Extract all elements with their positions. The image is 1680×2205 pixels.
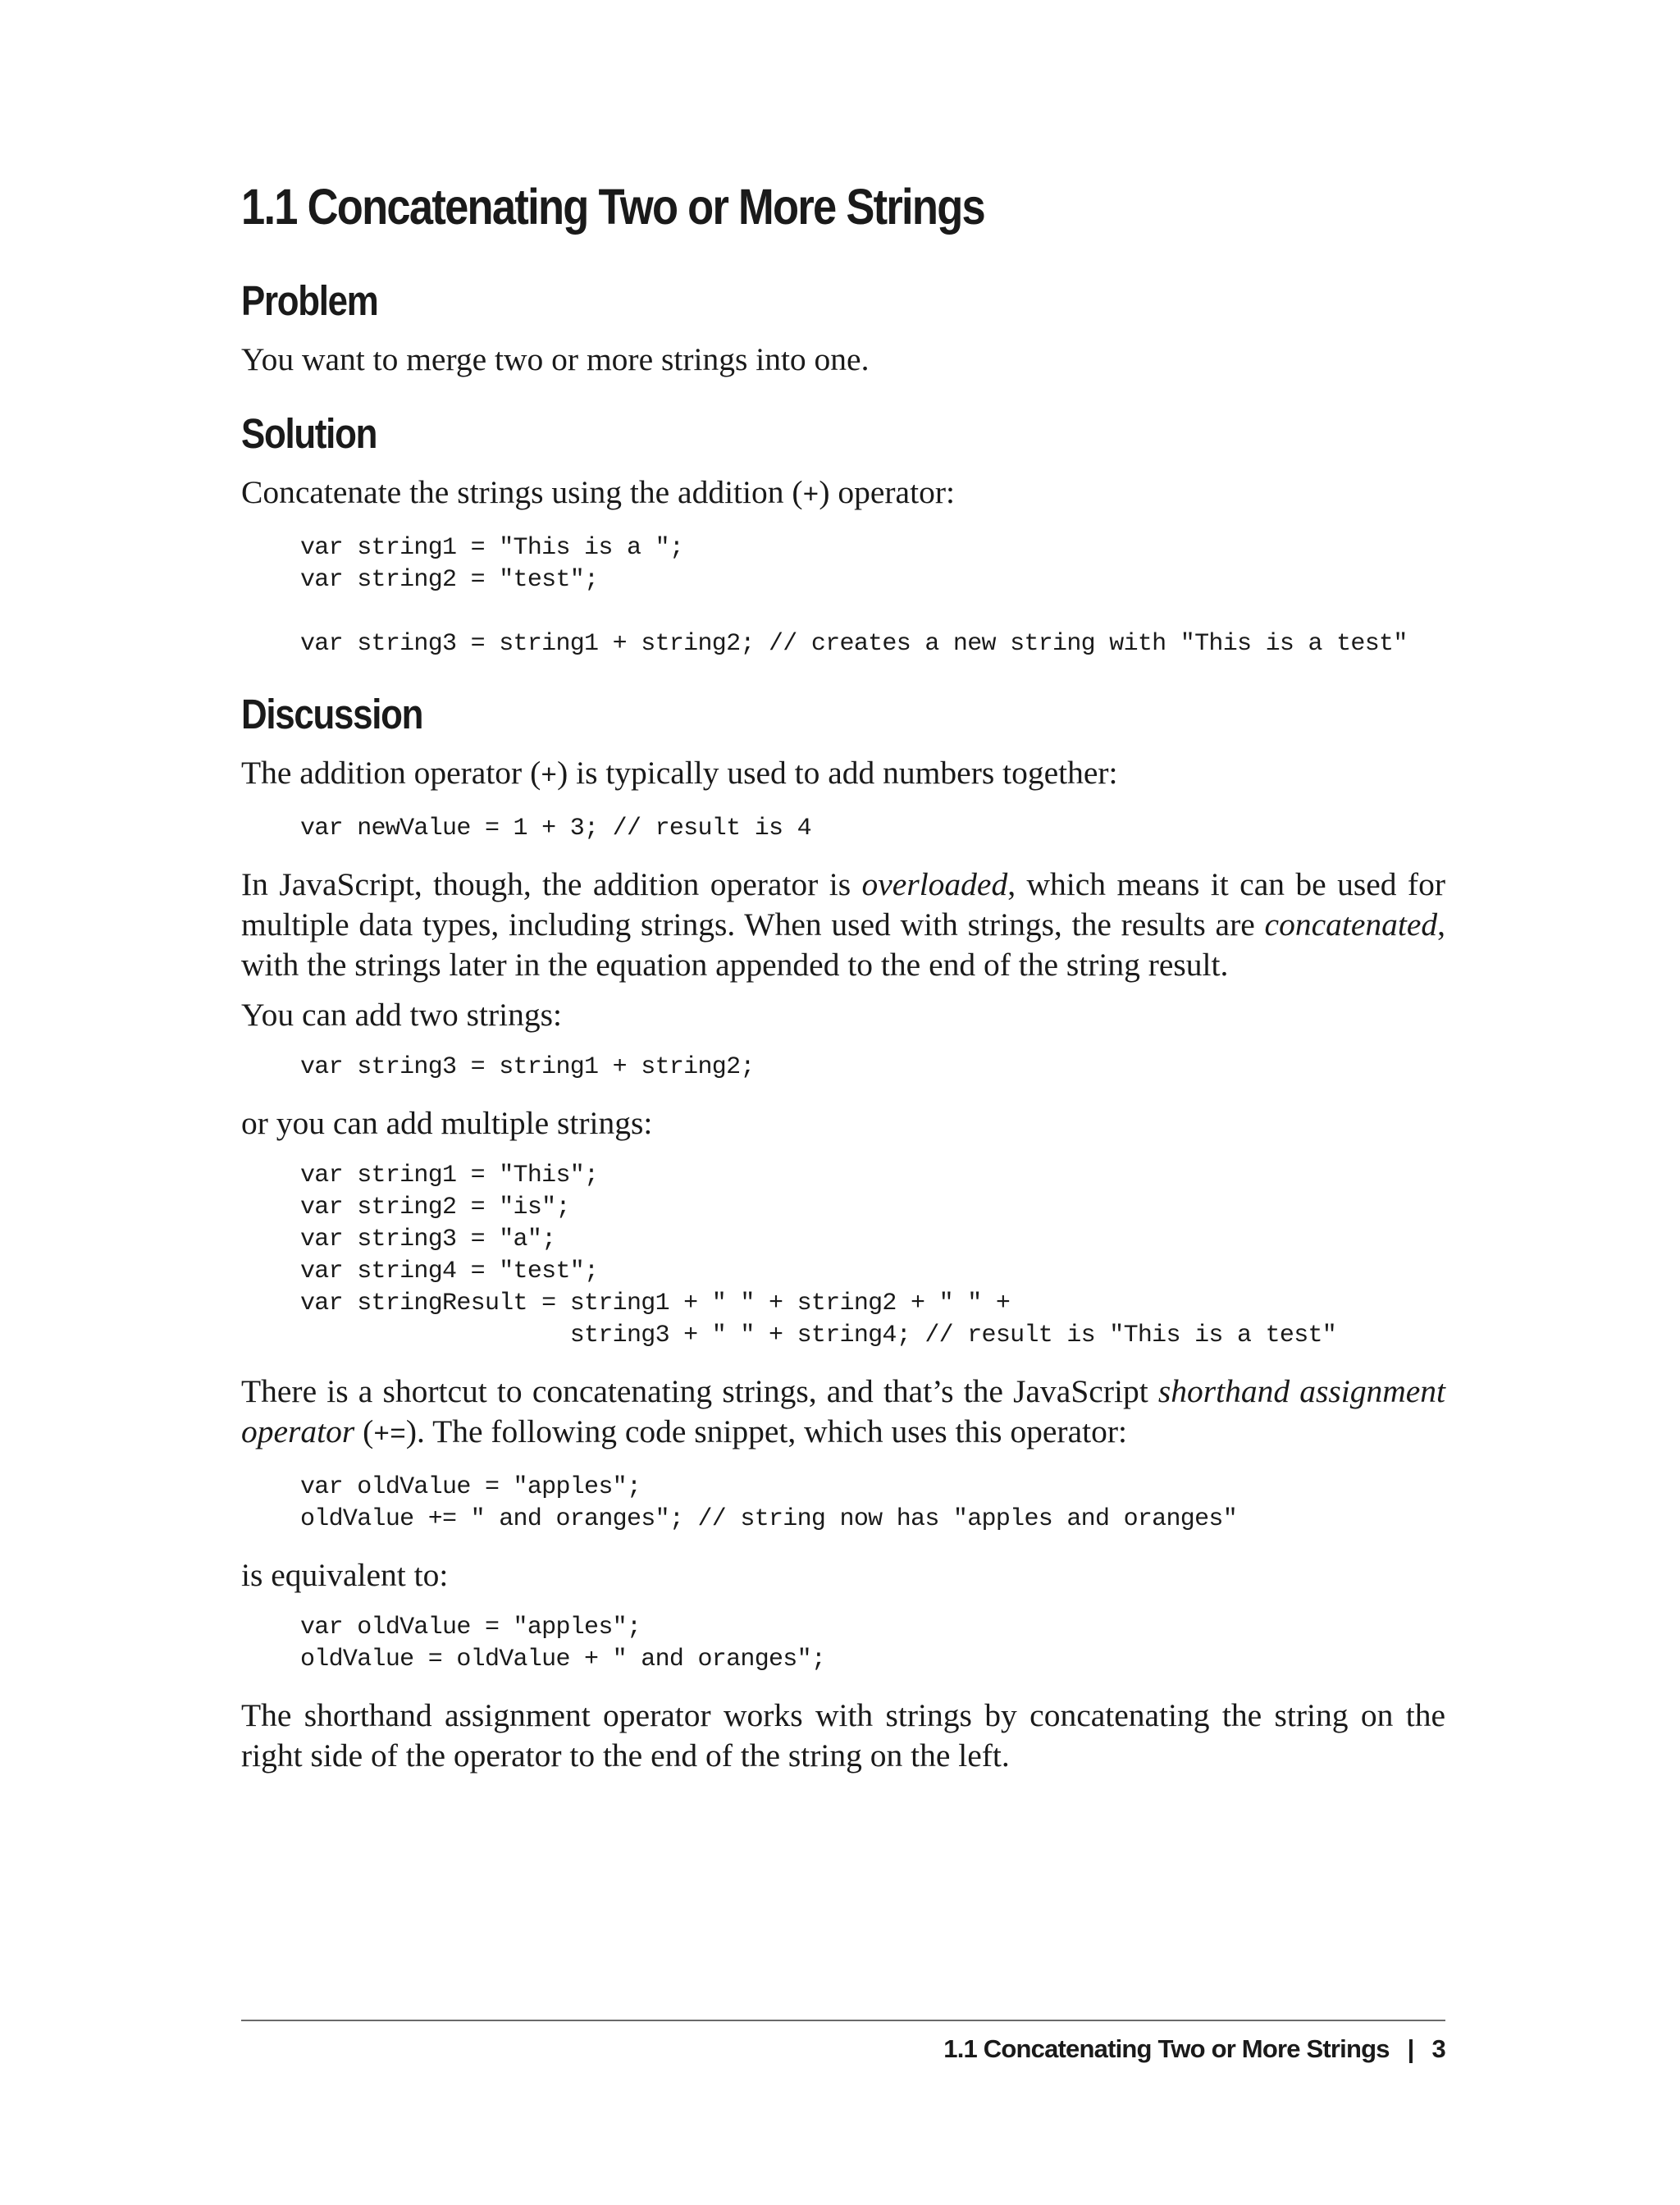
discussion-paragraph-7: The shorthand assignment operator works with strings by concatenating the string on the right side of the operator to the end of the string on the left. [241,1697,1445,1774]
discussion-paragraph-3: You can add two strings: [241,997,562,1033]
inline-code-plus: + [541,761,558,792]
discussion-paragraph-2: In JavaScript, though, the addition operator is overloaded, which means it can be used for multiple data types, including strings. When used with strings, the results are concatenated, with the strings later in the equation appended to the end of the string result. [241,866,1445,983]
term-shorthand-assignment-operator: shorthand assignment operator [241,1373,1446,1449]
code-block-multiple-strings: var string1 = "This"; var string2 = "is"; var string3 = "a"; var string4 = "test"; var stringResult = string1 + " " + string2 + " " + string3 + " " + string4; // result is "This is a test" [300,1162,1337,1349]
problem-text: You want to merge two or more strings into one. [241,341,870,377]
term-overloaded: overloaded [861,866,1008,902]
discussion-paragraph-5: There is a shortcut to concatenating strings, and that’s the JavaScript shorthand assignment operator (+=). The following code snippet, which uses this operator: [241,1373,1446,1450]
solution-code-block: var string1 = "This is a "; var string2 = "test"; var string3 = string1 + string2; // creates a new string with "This is a test" [300,534,1408,658]
inline-code-plus-equals: += [373,1420,406,1450]
discussion-heading: Discussion [241,691,423,737]
footer-divider [241,2020,1445,2021]
solution-heading: Solution [241,410,377,457]
section-title: 1.1 Concatenating Two or More Strings [241,179,985,235]
page-footer [943,2033,1445,2066]
inline-code-plus: + [802,481,819,511]
code-block-new-value: var newValue = 1 + 3; // result is 4 [300,815,811,842]
discussion-paragraph-4: or you can add multiple strings: [241,1105,653,1141]
page-number: 3 [1431,2034,1445,2063]
code-block-equivalent: var oldValue = "apples"; oldValue = oldValue + " and oranges"; [300,1614,826,1673]
code-block-two-strings: var string3 = string1 + string2; [300,1053,755,1081]
footer-separator: | [1407,2034,1414,2063]
problem-heading: Problem [241,277,378,324]
code-block-shorthand: var oldValue = "apples"; oldValue += " and oranges"; // string now has "apples and oranges" [300,1473,1237,1533]
discussion-paragraph-6: is equivalent to: [241,1557,449,1593]
page-body [241,179,1446,1776]
footer-section-title: 1.1 Concatenating Two or More Strings [943,2034,1390,2063]
solution-intro: Concatenate the strings using the addition (+) operator: [241,474,955,511]
term-concatenated: concatenated [1264,906,1438,943]
discussion-paragraph-1: The addition operator (+) is typically used to add numbers together: [241,755,1118,792]
